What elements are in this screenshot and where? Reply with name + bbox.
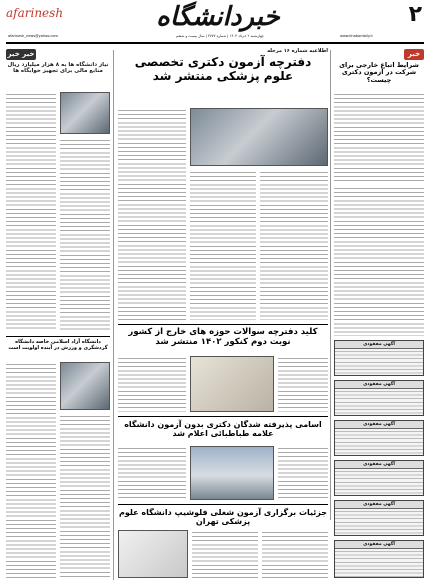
page-number: ۲ xyxy=(408,2,422,27)
masthead xyxy=(0,0,430,46)
section-divider xyxy=(118,416,328,417)
ad-body xyxy=(335,429,423,455)
ad-body xyxy=(335,509,423,535)
section-divider xyxy=(118,324,328,325)
website-link[interactable]: www.khabardaily.ir xyxy=(340,34,373,38)
story2-body xyxy=(118,356,186,412)
column-rule xyxy=(330,50,331,520)
medical-photo xyxy=(118,530,188,578)
left-story-body xyxy=(60,138,110,332)
speaker-photo xyxy=(60,362,110,410)
email-link[interactable]: afarinesh_news@yahoo.com xyxy=(8,34,58,38)
left-story2-body xyxy=(6,362,56,578)
story2-headline[interactable]: کلید دفترچه سوالات حوزه های خارج از کشور نوبت دوم کنکور ۱۴۰۲ منتشر شد xyxy=(128,327,318,347)
paper-name: خبردانشگاه xyxy=(156,2,280,32)
ad-title: آگهی مفقودی xyxy=(335,541,423,549)
ad-box xyxy=(334,340,424,376)
story4-body xyxy=(192,530,258,578)
masthead-rule xyxy=(6,42,424,44)
column-rule xyxy=(113,50,114,580)
logo-afarinesh: afarinesh xyxy=(6,6,64,20)
exam-hall-photo xyxy=(190,108,328,166)
story2-body xyxy=(278,356,328,412)
story4-headline[interactable]: جزئیات برگزاری آزمون شغلی فلوشیپ دانشگاه علوم پزشکی تهران xyxy=(118,508,328,527)
story3-headline[interactable]: اسامی پذیرفته شدگان دکتری بدون آزمون دانشگاه علامه طباطبائی اعلام شد xyxy=(124,420,322,439)
ad-box xyxy=(334,540,424,578)
ad-body xyxy=(335,469,423,495)
official-photo xyxy=(60,92,110,134)
right-story-headline[interactable]: شرایط اتباع خارجی برای شرکت در آزمون دکتری چیست؟ xyxy=(339,61,419,84)
section-label-right: خبر xyxy=(404,49,424,60)
ad-title: آگهی مفقودی xyxy=(335,421,423,429)
story3-body xyxy=(118,446,186,500)
main-body xyxy=(190,170,256,320)
left-story2-body xyxy=(60,414,110,578)
ad-title: آگهی مفقودی xyxy=(335,461,423,469)
section-divider xyxy=(6,336,110,337)
left-story-headline[interactable]: نیاز دانشگاه ها به ۸ هزار میلیارد ریال منابع مالی برای تجهیز خوابگاه ها xyxy=(7,62,109,75)
right-story-body xyxy=(334,92,424,182)
left-story2-headline[interactable]: دانشگاه آزاد اسلامی خاصه دانشگاه گردشگری و ورزش در آینده اولویت است xyxy=(8,339,108,351)
ad-body xyxy=(335,349,423,375)
right-story-body xyxy=(334,186,424,336)
ad-title: آگهی مفقودی xyxy=(335,341,423,349)
ad-box xyxy=(334,460,424,496)
ad-body xyxy=(335,549,423,577)
answer-sheet-photo xyxy=(190,356,274,412)
story4-body xyxy=(262,530,328,578)
section-divider xyxy=(118,504,328,505)
section-label-left: خبر خبر xyxy=(7,50,35,58)
main-kicker: اطلاعیه شماره ۱۶ مرحله xyxy=(267,48,328,54)
main-body xyxy=(260,170,328,320)
university-photo xyxy=(190,446,274,500)
main-body xyxy=(118,108,186,320)
ad-box xyxy=(334,420,424,456)
ad-title: آگهی مفقودی xyxy=(335,381,423,389)
ad-box xyxy=(334,500,424,536)
left-story-body xyxy=(6,92,56,332)
ad-box xyxy=(334,380,424,416)
main-headline[interactable]: دفترچه آزمون دکتری تخصصی علوم پزشکی منتشر شد xyxy=(134,55,312,83)
story3-body xyxy=(278,446,328,500)
ad-body xyxy=(335,389,423,415)
ad-title: آگهی مفقودی xyxy=(335,501,423,509)
issue-line: چهارشنبه ۲ خرداد ۱۴۰۳ | شماره ۳۷۷۷ | سال بیست و ششم xyxy=(176,34,264,38)
